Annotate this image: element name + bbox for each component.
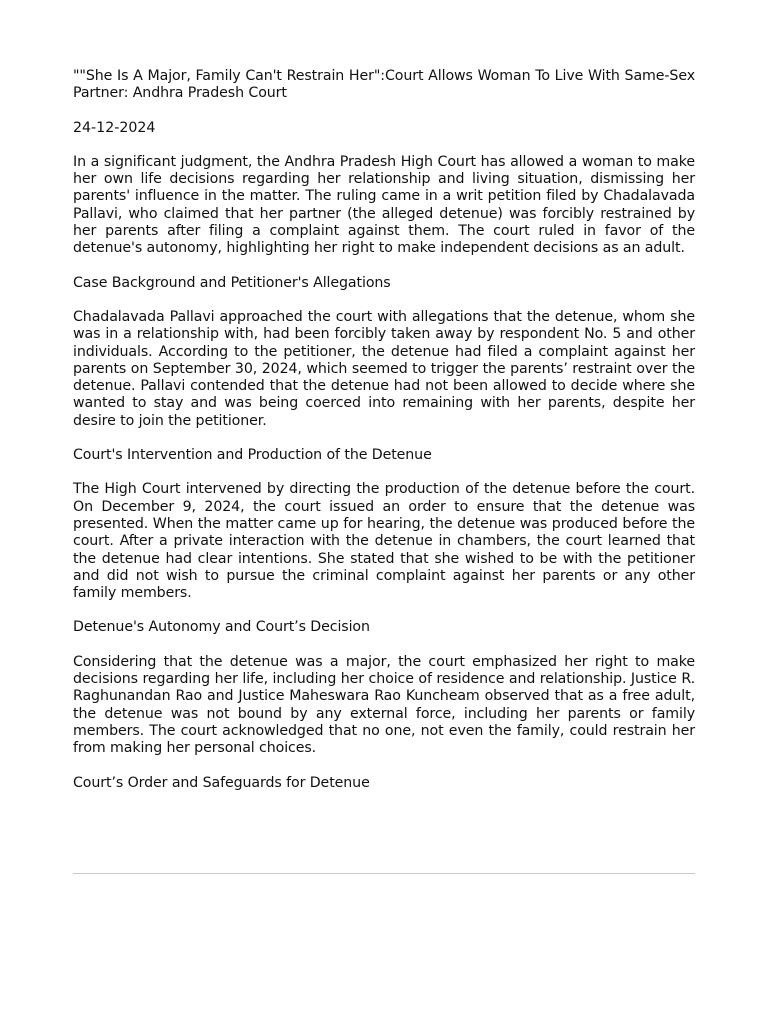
section-body-background: Chadalavada Pallavi approached the court with allegations that the detenue, whom she was in a relationship with, had been forcibly taken away by respondent No. 5 and other individuals. According to the petitioner, the detenue had filed a complaint against her parents on September 30, 2024, which seemed to trigger the parents’ restraint over the detenue. Pallavi contended that the detenue had not been allowed to decide where she wanted to stay and was being coerced into remaining with her parents, despite her desire to join the petitioner.: [73, 308, 695, 429]
article-title: ""She Is A Major, Family Can't Restrain Her":Court Allows Woman To Live With Same-Sex Partner: Andhra Pradesh Court: [73, 68, 695, 102]
section-heading-autonomy: Detenue's Autonomy and Court’s Decision: [73, 619, 370, 636]
intro-paragraph: In a significant judgment, the Andhra Pradesh High Court has allowed a woman to make her own life decisions regarding her relationship and living situation, dismissing her parents' influence in the matter. The ruling came in a writ petition filed by Chadalavada Pallavi, who claimed that her partner (the alleged detenue) was forcibly restrained by her parents after filing a complaint against them. The court ruled in favor of the detenue's autonomy, highlighting her right to make independent decisions as an adult.: [73, 153, 695, 257]
footer-divider: [73, 873, 695, 874]
article: [73, 68, 695, 809]
section-heading-order: Court’s Order and Safeguards for Detenue: [73, 774, 370, 791]
article-date: 24-12-2024: [73, 119, 156, 136]
section-heading-intervention: Court's Intervention and Production of the Detenue: [73, 447, 432, 464]
section-heading-background: Case Background and Petitioner's Allegations: [73, 274, 391, 291]
section-body-intervention: The High Court intervened by directing the production of the detenue before the court. On December 9, 2024, the court issued an order to ensure that the detenue was presented. When the matter came up for hearing, the detenue was produced before the court. After a private interaction with the detenue in chambers, the court learned that the detenue had clear intentions. She stated that she wished to be with the petitioner and did not wish to pursue the criminal complaint against her parents or any other family members.: [73, 481, 695, 602]
section-body-autonomy: Considering that the detenue was a major, the court emphasized her right to make decisions regarding her life, including her choice of residence and relationship. Justice R. Raghunandan Rao and Justice Maheswara Rao Kuncheam observed that as a free adult, the detenue was not bound by any external force, including her parents or family members. The court acknowledged that no one, not even the family, could restrain her from making her personal choices.: [73, 653, 695, 757]
